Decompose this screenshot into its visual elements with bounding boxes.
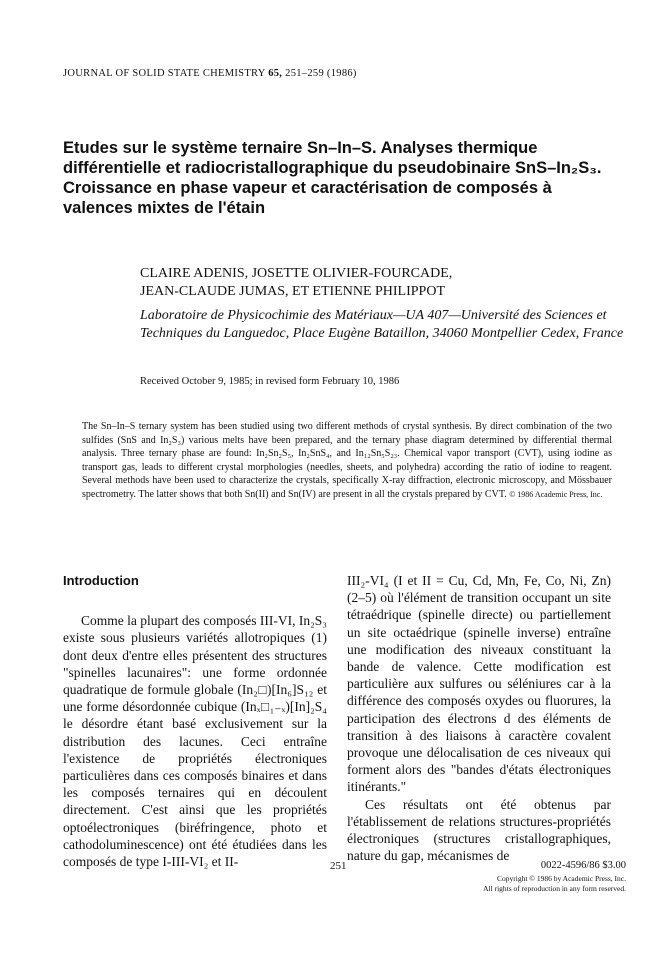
issn-price: 0022-4596/86 $3.00 bbox=[540, 860, 626, 871]
section-heading-introduction: Introduction bbox=[63, 573, 139, 588]
abstract bbox=[82, 420, 612, 501]
authors-line-2: JEAN-CLAUDE JUMAS, ET ETIENNE PHILIPPOT bbox=[140, 284, 446, 299]
journal-volume: 65, bbox=[268, 68, 283, 79]
authors-line-1: CLAIRE ADENIS, JOSETTE OLIVIER-FOURCADE, bbox=[140, 266, 453, 281]
column-right bbox=[347, 572, 611, 864]
author-list bbox=[140, 265, 452, 301]
abstract-copyright: © 1986 Academic Press, Inc. bbox=[509, 489, 603, 499]
copyright-line-2: All rights of reproduction in any form reserved. bbox=[483, 883, 626, 893]
journal-pages: 251–259 (1986) bbox=[285, 68, 357, 79]
column-left bbox=[63, 572, 327, 870]
intro-paragraph-1-cont: III₂-VI₄ (I et II = Cu, Cd, Mn, Fe, Co, Ni, Zn) (2–5) où l'élément de transition occupant un site tétraédrique (spinelle directe) ou partiellement un site octaédrique (spinelle inverse) entraîne une modification des niveaux constituant la bande de valence. Cette modification est particulière aux sulfures ou séléniures car à la différence des composés oxydes ou fluorures, la participation des électrons d des éléments de transition à des liaisons à caractère covalent provoque une délocalisation de ces niveaux qui forment alors des "bandes d'états électroniques itinérants." bbox=[347, 573, 611, 795]
copyright-line-1: Copyright © 1986 by Academic Press, Inc. bbox=[496, 874, 626, 883]
journal-name: JOURNAL OF SOLID STATE CHEMISTRY bbox=[63, 68, 266, 79]
paper-title: Etudes sur le système ternaire Sn–In–S. Analyses thermique différentielle et radiocristallographique du pseudobinaire SnS–In₂S₃. Croissance en phase vapeur et caractérisation de composés à valences mixtes de l'étain bbox=[63, 139, 602, 217]
received-dates: Received October 9, 1985; in revised form February 10, 1986 bbox=[140, 376, 400, 387]
affiliation: Laboratoire de Physicochimie des Matériaux—UA 407—Université des Sciences et Techniques du Languedoc, Place Eugène Bataillon, 34060 Montpellier Cedex, France bbox=[140, 308, 624, 341]
abstract-text: The Sn–In–S ternary system has been studied using two different methods of crystal synthesis. By direct combination of the two sulfides (SnS and In₂S₃) various melts have been prepared, and the ternary phase diagram determined by differential thermal analysis. Three ternary phase are found: In₂Sn₂S₅, In₂SnS₄, and In₁₂Sn₅S₂₃. Chemical vapor transport (CVT), using iodine as transport gas, leads to different crystal morphologies (needles, sheets, and polyhedra) according the ratio of iodine to reagent. Several methods have been used to characterize the crystals, specifically X-ray diffraction, electronic microscopy, and Mössbauer spectrometry. The latter shows that both Sn(II) and Sn(IV) are present in all the crystals prepared by CVT. bbox=[82, 421, 612, 500]
intro-paragraph-1: Comme la plupart des composés III-VI, In₂S₃ existe sous plusieurs variétés allotropiques (1) dont deux d'entre elles présentent des structures "spinelles lacunaires": une forme ordonnée quadratique de formule globale (In₂□)[In₆]S₁₂ et une forme désordonnée cubique (Inₓ□₁₋ₓ)[In]₂S₄ le désordre étant basé exclusivement sur la distribution des lacunes. Ceci entraîne l'existence de propriétés électroniques particulières dans ces composés binaires et dans les composés ternaires qui en découlent directement. C'est ainsi que les propriétés optoélectroniques (biréfringence, photo et cathodoluminescence) ont été étudiées dans les composés de type I-III-VI₂ et II- bbox=[63, 613, 327, 870]
intro-paragraph-2: Ces résultats ont été obtenus par l'établissement de relations structures-propriétés électroniques (structures cristallographiques, nature du gap, mécanismes de bbox=[347, 796, 611, 864]
journal-header bbox=[63, 68, 357, 79]
copyright-notice bbox=[420, 874, 626, 893]
page-number: 251 bbox=[330, 860, 347, 872]
